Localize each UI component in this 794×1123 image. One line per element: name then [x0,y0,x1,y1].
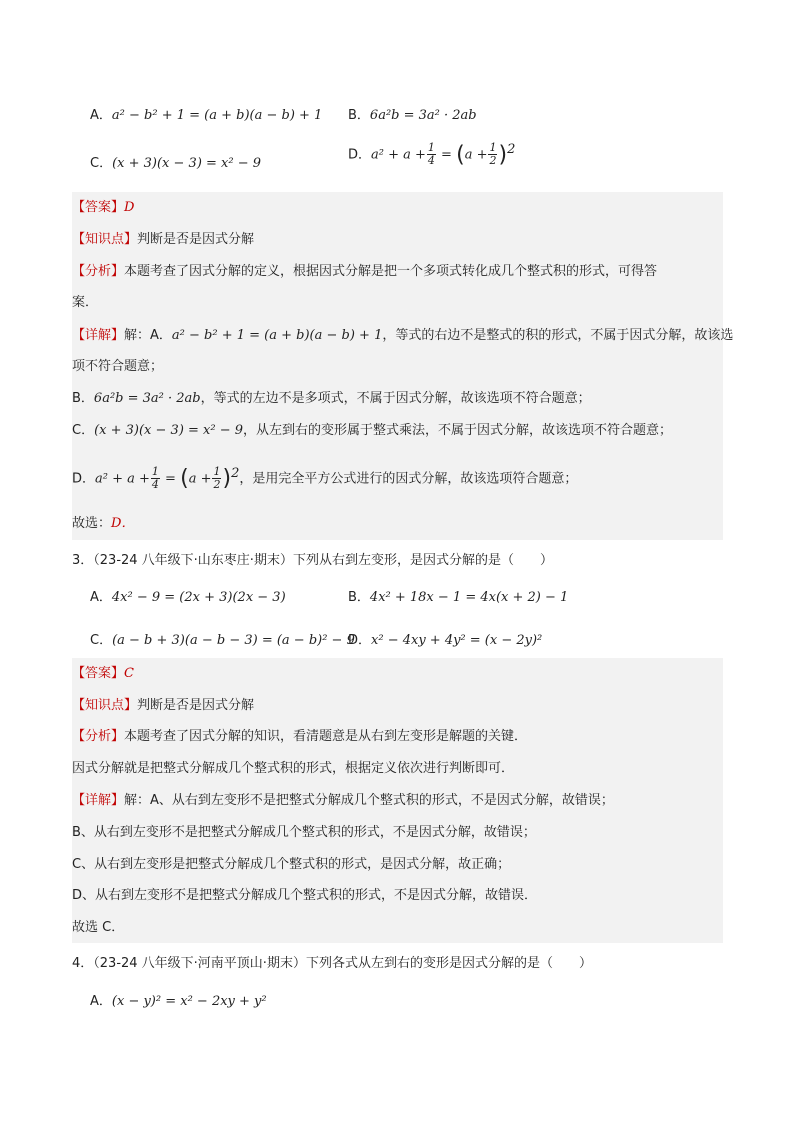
option-expression: (x + 3)(x − 3) = x² − 9 [112,156,262,171]
q3-answer: 【答案】C [72,666,134,681]
q2-conclusion: 故选：D． [72,516,135,531]
q3-option-c: C．(a − b + 3)(a − b − 3) = (a − b)² − 9 [90,633,355,648]
fraction: $\frac{1}{2}$ [213,465,221,492]
q3-analysis-line-1: 【分析】本题考查了因式分解的知识，看清题意是从右到左变形是解题的关键． [72,729,528,744]
option-expression: a² − b² + 1 = (a + b)(a − b) + 1 [111,108,323,123]
option-label: B． [348,108,370,123]
fraction: $\frac{1}{4}$ [427,141,435,168]
q3-option-b: B．4x² + 18x − 1 = 4x(x + 2) − 1 [348,590,569,605]
option-expression: 6a²b = 3a² · 2ab [369,108,477,123]
q2-option-d: D．a² + a + $\frac{1}{4}$ = (a + $\frac{1}{2}$ )$^2$ [348,141,516,168]
q2-knowledge-point: 【知识点】判断是否是因式分解 [72,232,255,247]
q2-answer: 【答案】D [72,200,135,215]
q4-option-a: A．(x − y)² = x² − 2xy + y² [90,994,267,1009]
q3-stem: 3．（23-24 八年级下·山东枣庄·期末）下列从右到左变形，是因式分解的是（ ） [72,553,553,568]
option-label: D． [348,147,372,163]
q3-analysis-line-2: 因式分解就是把整式分解成几个整式积的形式，根据定义依次进行判断即可． [72,761,515,776]
option-label: C． [90,156,113,171]
q3-detail-line-4: D、从右到左变形不是把整式分解成几个整式积的形式，不是因式分解，故错误． [72,888,538,903]
fraction: $\frac{1}{4}$ [151,465,159,492]
q2-detail-line-3: B．6a²b = 3a² · 2ab，等式的左边不是多项式，不属于因式分解，故该选项不符合题意； [72,391,591,406]
q3-detail-line-3: C、从右到左变形是把整式分解成几个整式积的形式，是因式分解，故正确； [72,857,511,872]
q2-detail-line-1: 【详解】解：A．a² − b² + 1 = (a + b)(a − b) + 1，等式的右边不是整式的积的形式，不属于因式分解，故该选 [72,328,734,343]
q2-option-c [90,152,261,171]
q3-conclusion: 故选 C． [72,920,125,935]
q2-option-a [90,104,322,123]
q3-knowledge-point: 【知识点】判断是否是因式分解 [72,698,255,713]
q3-detail-line-1: 【详解】解：A、从右到左变形不是把整式分解成几个整式积的形式，不是因式分解，故错误； [72,793,614,808]
option-label: A． [90,108,112,123]
q2-analysis-line-2: 案． [72,295,99,310]
fraction: $\frac{1}{2}$ [489,141,497,168]
option-expression-lhs: a² + a + [371,147,426,163]
q3-option-a: A．4x² − 9 = (2x + 3)(2x − 3) [90,590,286,605]
q3-detail-line-2: B、从右到左变形不是把整式分解成几个整式积的形式，不是因式分解，故错误； [72,825,536,840]
q2-detail-line-2: 项不符合题意； [72,359,164,374]
q3-option-d: D．x² − 4xy + 4y² = (x − 2y)² [348,633,543,648]
q2-option-b [348,104,477,123]
q2-analysis-line-1: 【分析】本题考查了因式分解的定义，根据因式分解是把一个多项式转化成几个整式积的形式，可得答 [72,264,658,279]
q4-stem: 4．（23-24 八年级下·河南平顶山·期末）下列各式从左到右的变形是因式分解的是（ ） [72,956,592,971]
q2-detail-line-4: C．(x + 3)(x − 3) = x² − 9，从左到右的变形属于整式乘法，不属于因式分解，故该选项不符合题意； [72,423,673,438]
q2-detail-line-5: D．a² + a + $\frac{1}{4}$ = (a + $\frac{1}{2}$ )$^2$，是用完全平方公式进行的因式分解，故该选项符合题意； [72,465,578,492]
